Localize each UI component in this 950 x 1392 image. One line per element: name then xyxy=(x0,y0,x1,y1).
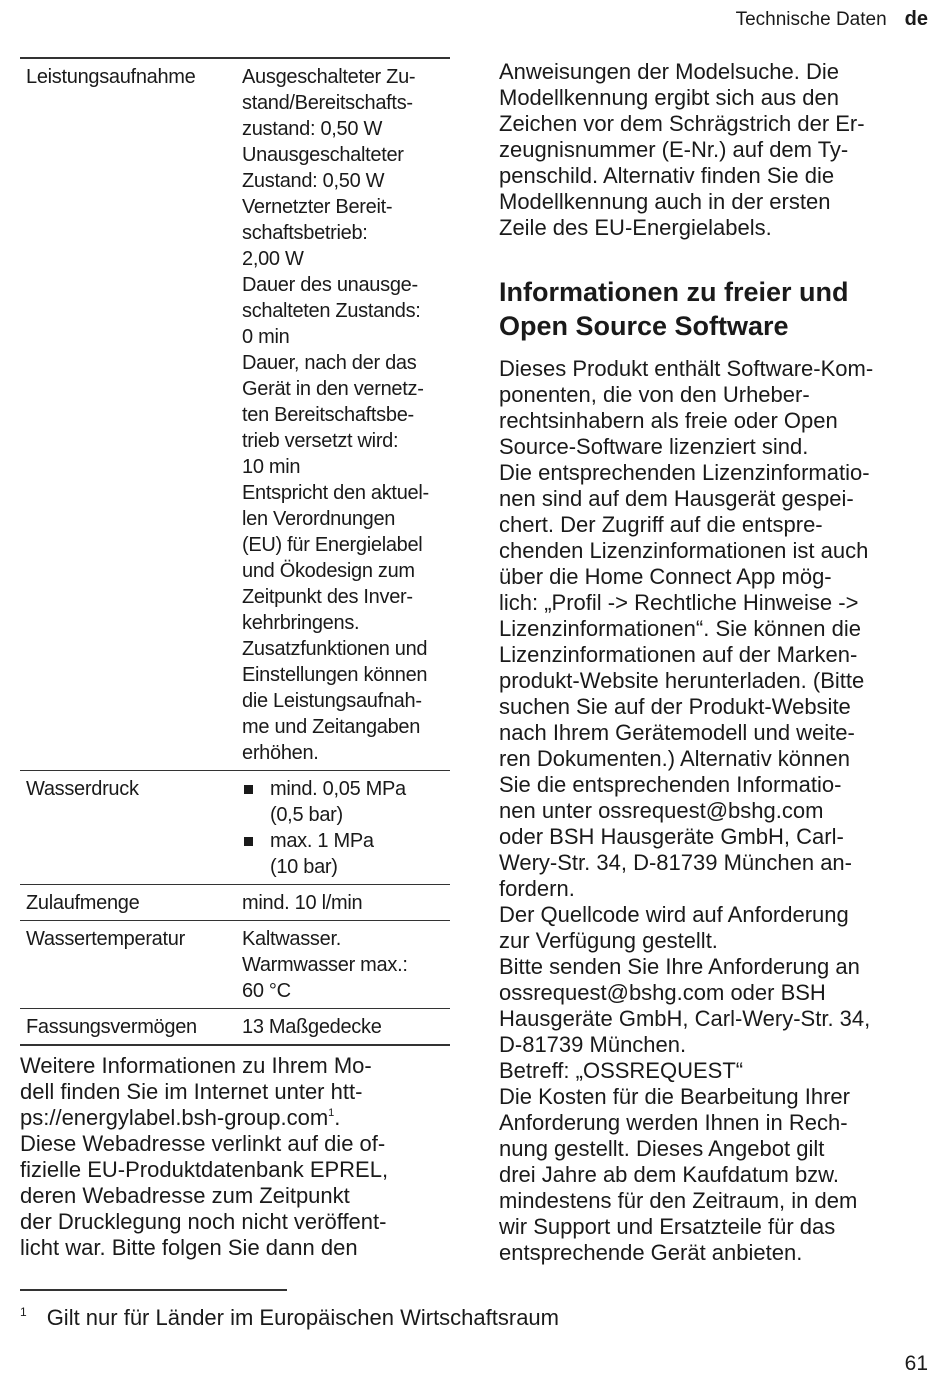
spec-label: Zulaufmenge xyxy=(20,885,242,921)
text-line: fizielle EU-Produktdatenbank EPREL, xyxy=(20,1157,389,1182)
text-line: Ausgeschalteter Zu- xyxy=(242,66,416,88)
text-line: ponenten, die von den Urheber- xyxy=(499,382,810,407)
text-line: Open Source Software xyxy=(499,311,789,341)
footnote-reference: 1 xyxy=(328,1107,335,1119)
text-line: suchen Sie auf der Produkt-Website xyxy=(499,694,851,719)
spec-label: Wassertemperatur xyxy=(20,921,242,1009)
text-line: Warmwasser max.: xyxy=(242,954,408,976)
text-line: len Verordnungen xyxy=(242,508,396,530)
text-line: (EU) für Energielabel xyxy=(242,534,423,556)
text-line: Zusatzfunktionen und xyxy=(242,638,428,660)
text-line: Sie die entsprechenden Informatio- xyxy=(499,772,842,797)
text-line: rechtsinhabern als freie oder Open xyxy=(499,408,838,433)
text-line: entsprechende Gerät anbieten. xyxy=(499,1240,803,1265)
text-line: mindestens für den Zeitraum, in dem xyxy=(499,1188,858,1213)
text-line: Zeitpunkt des Inver- xyxy=(242,586,413,608)
text-line: D-81739 München. xyxy=(499,1032,687,1057)
text-line: Die entsprechenden Lizenzinformatio- xyxy=(499,460,870,485)
text-line: Kaltwasser. xyxy=(242,928,341,950)
footnote-text: Gilt nur für Länder im Europäischen Wirtschaftsraum xyxy=(46,1305,559,1330)
text-line: ten Bereitschaftsbe- xyxy=(242,404,414,426)
text-line: zur Verfügung gestellt. xyxy=(499,928,718,953)
text-line: nung gestellt. Dieses Angebot gilt xyxy=(499,1136,825,1161)
text-line: Lizenzinformationen“. Sie können die xyxy=(499,616,862,641)
text-line: Dauer, nach der das xyxy=(242,352,417,374)
oss-paragraph xyxy=(499,356,931,1266)
spec-label: Fassungsvermögen xyxy=(20,1009,242,1046)
text-line: oder BSH Hausgeräte GmbH, Carl- xyxy=(499,824,844,849)
text-line: Entspricht den aktuel- xyxy=(242,482,429,504)
text-line: Zeichen vor dem Schrägstrich der Er- xyxy=(499,111,865,136)
text-line: 10 min xyxy=(242,456,301,478)
text-line: Anforderung werden Ihnen in Rech- xyxy=(499,1110,848,1135)
text-line: Zustand: 0,50 W xyxy=(242,170,385,192)
oss-heading xyxy=(499,275,931,343)
text-line: erhöhen. xyxy=(242,742,319,764)
model-info-paragraph: Weitere Informationen zu Ihrem Mo- dell finden Sie im Internet unter htt- ps://energylabel.bsh-group.com$^1$. Diese Webadresse verlinkt auf die of- fizielle EU-Produktdatenbank EPREL, deren Webadresse zum Zeitpunkt der Drucklegung noch nicht veröffent- licht war. Bitte folgen Sie dann den xyxy=(20,1053,452,1261)
text-line: deren Webadresse zum Zeitpunkt xyxy=(20,1183,350,1208)
text-line: me und Zeitangaben xyxy=(242,716,421,738)
bullet-square-icon xyxy=(244,837,253,846)
text-line: schaftsbetrieb: xyxy=(242,222,368,244)
text-line: wir Support und Ersatzteile für das xyxy=(499,1214,836,1239)
text-line: Unausgeschalteter xyxy=(242,144,404,166)
text-line: chert. Der Zugriff auf die entspre- xyxy=(499,512,823,537)
text-line: produkt-Website herunterladen. (Bitte xyxy=(499,668,865,693)
text-line: 2,00 W xyxy=(242,248,304,270)
bullet-item: max. 1 MPa (10 bar) xyxy=(242,828,450,880)
footnote-marker: 1 xyxy=(20,1305,27,1319)
text-line: drei Jahre ab dem Kaufdatum bzw. xyxy=(499,1162,839,1187)
spec-value xyxy=(242,771,450,885)
text-line: und Ökodesign zum xyxy=(242,560,415,582)
text-line: Lizenzinformationen auf der Marken- xyxy=(499,642,858,667)
text-line: chenden Lizenzinformationen ist auch xyxy=(499,538,869,563)
text-line: Diese Webadresse verlinkt auf die of- xyxy=(20,1131,386,1156)
text-line: Modellkennung auch in der ersten xyxy=(499,189,831,214)
text-line: Hausgeräte GmbH, Carl-Wery-Str. 34, xyxy=(499,1006,871,1031)
text-line: Informationen zu freier und xyxy=(499,277,849,307)
text-line: Der Quellcode wird auf Anforderung xyxy=(499,902,849,927)
running-header xyxy=(736,8,928,31)
model-search-paragraph xyxy=(499,59,931,241)
text-line: Dauer des unausge- xyxy=(242,274,418,296)
table-row xyxy=(20,771,450,885)
text-line: trieb versetzt wird: xyxy=(242,430,399,452)
table-row xyxy=(20,1009,450,1046)
text-line: die Leistungsaufnah- xyxy=(242,690,422,712)
text-line: Zeile des EU-Energielabels. xyxy=(499,215,772,240)
spec-value xyxy=(242,921,450,1009)
text-line: zustand: 0,50 W xyxy=(242,118,383,140)
spec-value: mind. 10 l/min xyxy=(242,885,450,921)
text-line: kehrbringens. xyxy=(242,612,360,634)
text-line: Die Kosten für die Bearbeitung Ihrer xyxy=(499,1084,850,1109)
text-line: Source-Software lizenziert sind. xyxy=(499,434,809,459)
text-line: nen sind auf dem Hausgerät gespei- xyxy=(499,486,854,511)
text-line: Gerät in den vernetz- xyxy=(242,378,424,400)
text-line: Wery-Str. 34, D-81739 München an- xyxy=(499,850,852,875)
spec-label: Wasserdruck xyxy=(20,771,242,885)
text-line: nen unter ossrequest@bshg.com xyxy=(499,798,824,823)
language-code: de xyxy=(904,8,928,30)
spec-value xyxy=(242,58,450,771)
text-line: schalteten Zustands: xyxy=(242,300,421,322)
table-row xyxy=(20,885,450,921)
page-number: 61 xyxy=(904,1352,928,1375)
text-line: ren Dokumenten.) Alternativ können xyxy=(499,746,850,771)
spec-value: 13 Maßgedecke xyxy=(242,1009,450,1046)
text-line: zeugnisnummer (E-Nr.) auf dem Ty- xyxy=(499,137,849,162)
text-line: nach Ihrem Gerätemodell und weite- xyxy=(499,720,855,745)
text-line: 0 min xyxy=(242,326,290,348)
text-line: Vernetzter Bereit- xyxy=(242,196,393,218)
spec-label: Leistungsaufnahme xyxy=(20,58,242,771)
text-line: lich: „Profil -> Rechtliche Hinweise -> xyxy=(499,590,859,615)
bullet-item: mind. 0,05 MPa (0,5 bar) xyxy=(242,776,450,828)
section-title: Technische Daten xyxy=(735,9,887,30)
text-line: 60 °C xyxy=(242,980,291,1002)
technical-specs-table xyxy=(20,57,450,1046)
text-line: stand/Bereitschafts- xyxy=(242,92,413,114)
energylabel-url: ps://energylabel.bsh-group.com xyxy=(20,1105,329,1130)
text-line: ossrequest@bshg.com oder BSH xyxy=(499,980,826,1005)
text-line: Betreff: „OSSREQUEST“ xyxy=(499,1058,744,1083)
text-line: Anweisungen der Modelsuche. Die xyxy=(499,59,839,84)
text-line: Bitte senden Sie Ihre Anforderung an xyxy=(499,954,860,979)
text-line: Einstellungen können xyxy=(242,664,428,686)
text-line: fordern. xyxy=(499,876,575,901)
text-line: licht war. Bitte folgen Sie dann den xyxy=(20,1235,358,1260)
text-line: Dieses Produkt enthält Software-Kom- xyxy=(499,356,874,381)
text-line: über die Home Connect App mög- xyxy=(499,564,832,589)
bullet-square-icon xyxy=(244,785,253,794)
table-row xyxy=(20,921,450,1009)
text-line: Modellkennung ergibt sich aus den xyxy=(499,85,840,110)
right-column xyxy=(499,59,931,1266)
footnote-divider xyxy=(20,1289,287,1291)
table-row xyxy=(20,58,450,771)
text-line: der Drucklegung noch nicht veröffent- xyxy=(20,1209,387,1234)
text-line: penschild. Alternativ finden Sie die xyxy=(499,163,835,188)
footnote xyxy=(20,1305,559,1331)
